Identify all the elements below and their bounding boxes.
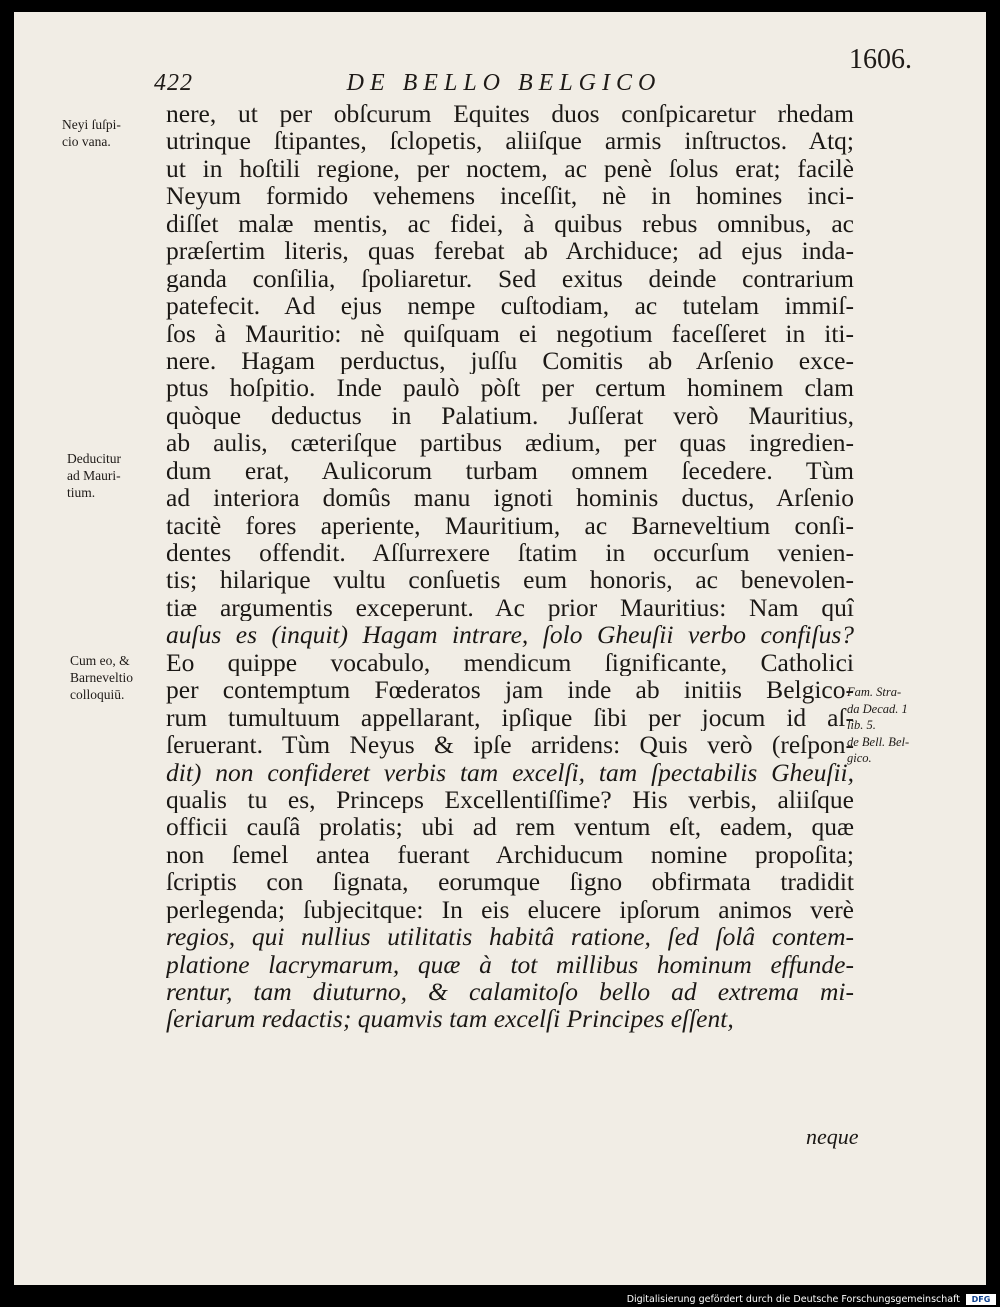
margin-note-line: Fam. Stra- xyxy=(847,685,902,699)
text-line: Neyum formido vehemens inceſſit, nè in homines inci- xyxy=(166,182,854,210)
text-line: utrinque ſtipantes, ſclopetis, aliiſque armis inſtructos. Atq; xyxy=(166,127,854,155)
margin-note-line: lib. 5. xyxy=(847,718,876,732)
text-line: tacitè fores aperiente, Mauritium, ac Barneveltium conſi- xyxy=(166,511,854,539)
margin-note-line: da Decad. 1 xyxy=(847,701,908,716)
text-line: ſeriarum redactis; quamvis tam excelſi Principes eſſent, xyxy=(166,1005,734,1033)
margin-note-colloquy xyxy=(70,652,133,703)
text-line: ab aulis, cæteriſque partibus ædium, per quas ingredien- xyxy=(166,429,854,457)
text-line: diſſet malæ mentis, ac fidei, à quibus rebus omnibus, ac xyxy=(166,209,854,238)
text-line: per contemptum Fœderatos jam inde ab initiis Belgico- xyxy=(166,676,854,704)
text-line: dit) non confideret verbis tam excelſi, tam ſpectabilis Gheuſii, xyxy=(166,758,854,786)
page-number: 422 xyxy=(154,70,193,96)
text-line: ut in hoſtili regione, per noctem, ac penè ſolus erat; facilè xyxy=(166,154,854,183)
text-line: regios, qui nullius utilitatis habitâ ratione, ſed ſolâ contem- xyxy=(166,923,854,951)
margin-note-line: Cum eo, & xyxy=(70,653,130,668)
margin-note-line: colloquiū. xyxy=(70,687,125,702)
running-head: DE BELLO BELGICO xyxy=(346,70,662,96)
margin-note-line: gico. xyxy=(847,751,872,765)
text-line: ptus hoſpitio. Inde paulò pòſt per certum hominem clam xyxy=(166,374,854,402)
margin-note-suspicion xyxy=(62,116,121,150)
margin-note-line: cio vana. xyxy=(62,134,111,149)
text-line: quòque deductus in Palatium. Juſſerat verò Mauritius, xyxy=(166,401,854,430)
book-page xyxy=(14,12,986,1285)
text-line: perlegenda; ſubjecitque: In eis elucere ipſorum animos verè xyxy=(166,895,854,924)
margin-note-line: Neyi ſuſpi- xyxy=(62,117,121,132)
text-line: non ſemel antea fuerant Archiducum nomine propoſita; xyxy=(166,840,854,869)
text-line: ganda conſilia, ſpoliaretur. Sed exitus deinde contrarium xyxy=(166,264,854,293)
text-line: platione lacrymarum, quæ à tot millibus hominum effunde- xyxy=(166,950,854,978)
text-line: ſos à Mauritio: nè quiſquam ei negotium faceſſeret in iti- xyxy=(166,319,854,347)
text-line: præſertim literis, quas ferebat ab Archiduce; ad ejus inda- xyxy=(166,237,854,265)
main-text xyxy=(166,100,854,1033)
funding-credit: Digitalisierung gefördert durch die Deutsche Forschungsgemeinschaft xyxy=(626,1294,960,1305)
margin-note-line: ad Mauri- xyxy=(67,468,121,483)
text-line: tis; hilarique vultu conſuetis eum honoris, ac benevolen- xyxy=(166,566,854,594)
text-line: dum erat, Aulicorum turbam omnem ſecedere. Tùm xyxy=(166,456,854,485)
text-line: ſcriptis con ſignata, eorumque ſigno obfirmata tradidit xyxy=(166,868,854,896)
text-line: officii cauſâ prolatis; ubi ad rem ventum eſt, eadem, quæ xyxy=(166,813,854,841)
dfg-logo: DFG xyxy=(966,1294,996,1305)
text-line: qualis tu es, Princeps Excellentiſſime? His verbis, aliiſque xyxy=(166,785,854,814)
page-header xyxy=(14,70,986,100)
margin-note-strada-citation xyxy=(847,684,909,767)
text-line: nere, ut per obſcurum Equites duos conſpicaretur rhedam xyxy=(166,100,854,128)
margin-note-line: tium. xyxy=(67,485,96,500)
margin-note-line: Barneveltio xyxy=(70,670,133,685)
text-line: patefecit. Ad ejus nempe cuſtodiam, ac tutelam immiſ- xyxy=(166,292,854,320)
text-line: rum tumultuum appellarant, ipſique ſibi per jocum id aſ- xyxy=(166,703,854,732)
text-line: auſus es (inquit) Hagam intrare, ſolo Gheuſii verbo confiſus? xyxy=(166,621,854,649)
catchword: neque xyxy=(806,1124,859,1149)
text-line: tiæ argumentis exceperunt. Ac prior Mauritius: Nam quî xyxy=(166,593,854,622)
text-line: dentes offendit. Aſſurrexere ſtatim in occurſum venien- xyxy=(166,539,854,567)
text-line: rentur, tam diuturno, & calamitoſo bello ad extrema mi- xyxy=(166,978,854,1006)
text-line: Eo quippe vocabulo, mendicum ſignificante, Catholici xyxy=(166,648,854,677)
margin-note-line: Deducitur xyxy=(67,451,121,466)
digitization-footer xyxy=(0,1292,1000,1307)
year-marginal: 1606. xyxy=(849,44,912,75)
margin-note-line: de Bell. Bel- xyxy=(847,734,910,749)
text-line: nere. Hagam perductus, juſſu Comitis ab Arſenio exce- xyxy=(166,346,854,375)
text-line: ad interiora domûs manu ignoti hominis ductus, Arſenio xyxy=(166,484,854,512)
text-line: ſeruerant. Tùm Neyus & ipſe arridens: Quis verò (reſpon- xyxy=(166,731,854,759)
margin-note-led xyxy=(67,450,121,501)
